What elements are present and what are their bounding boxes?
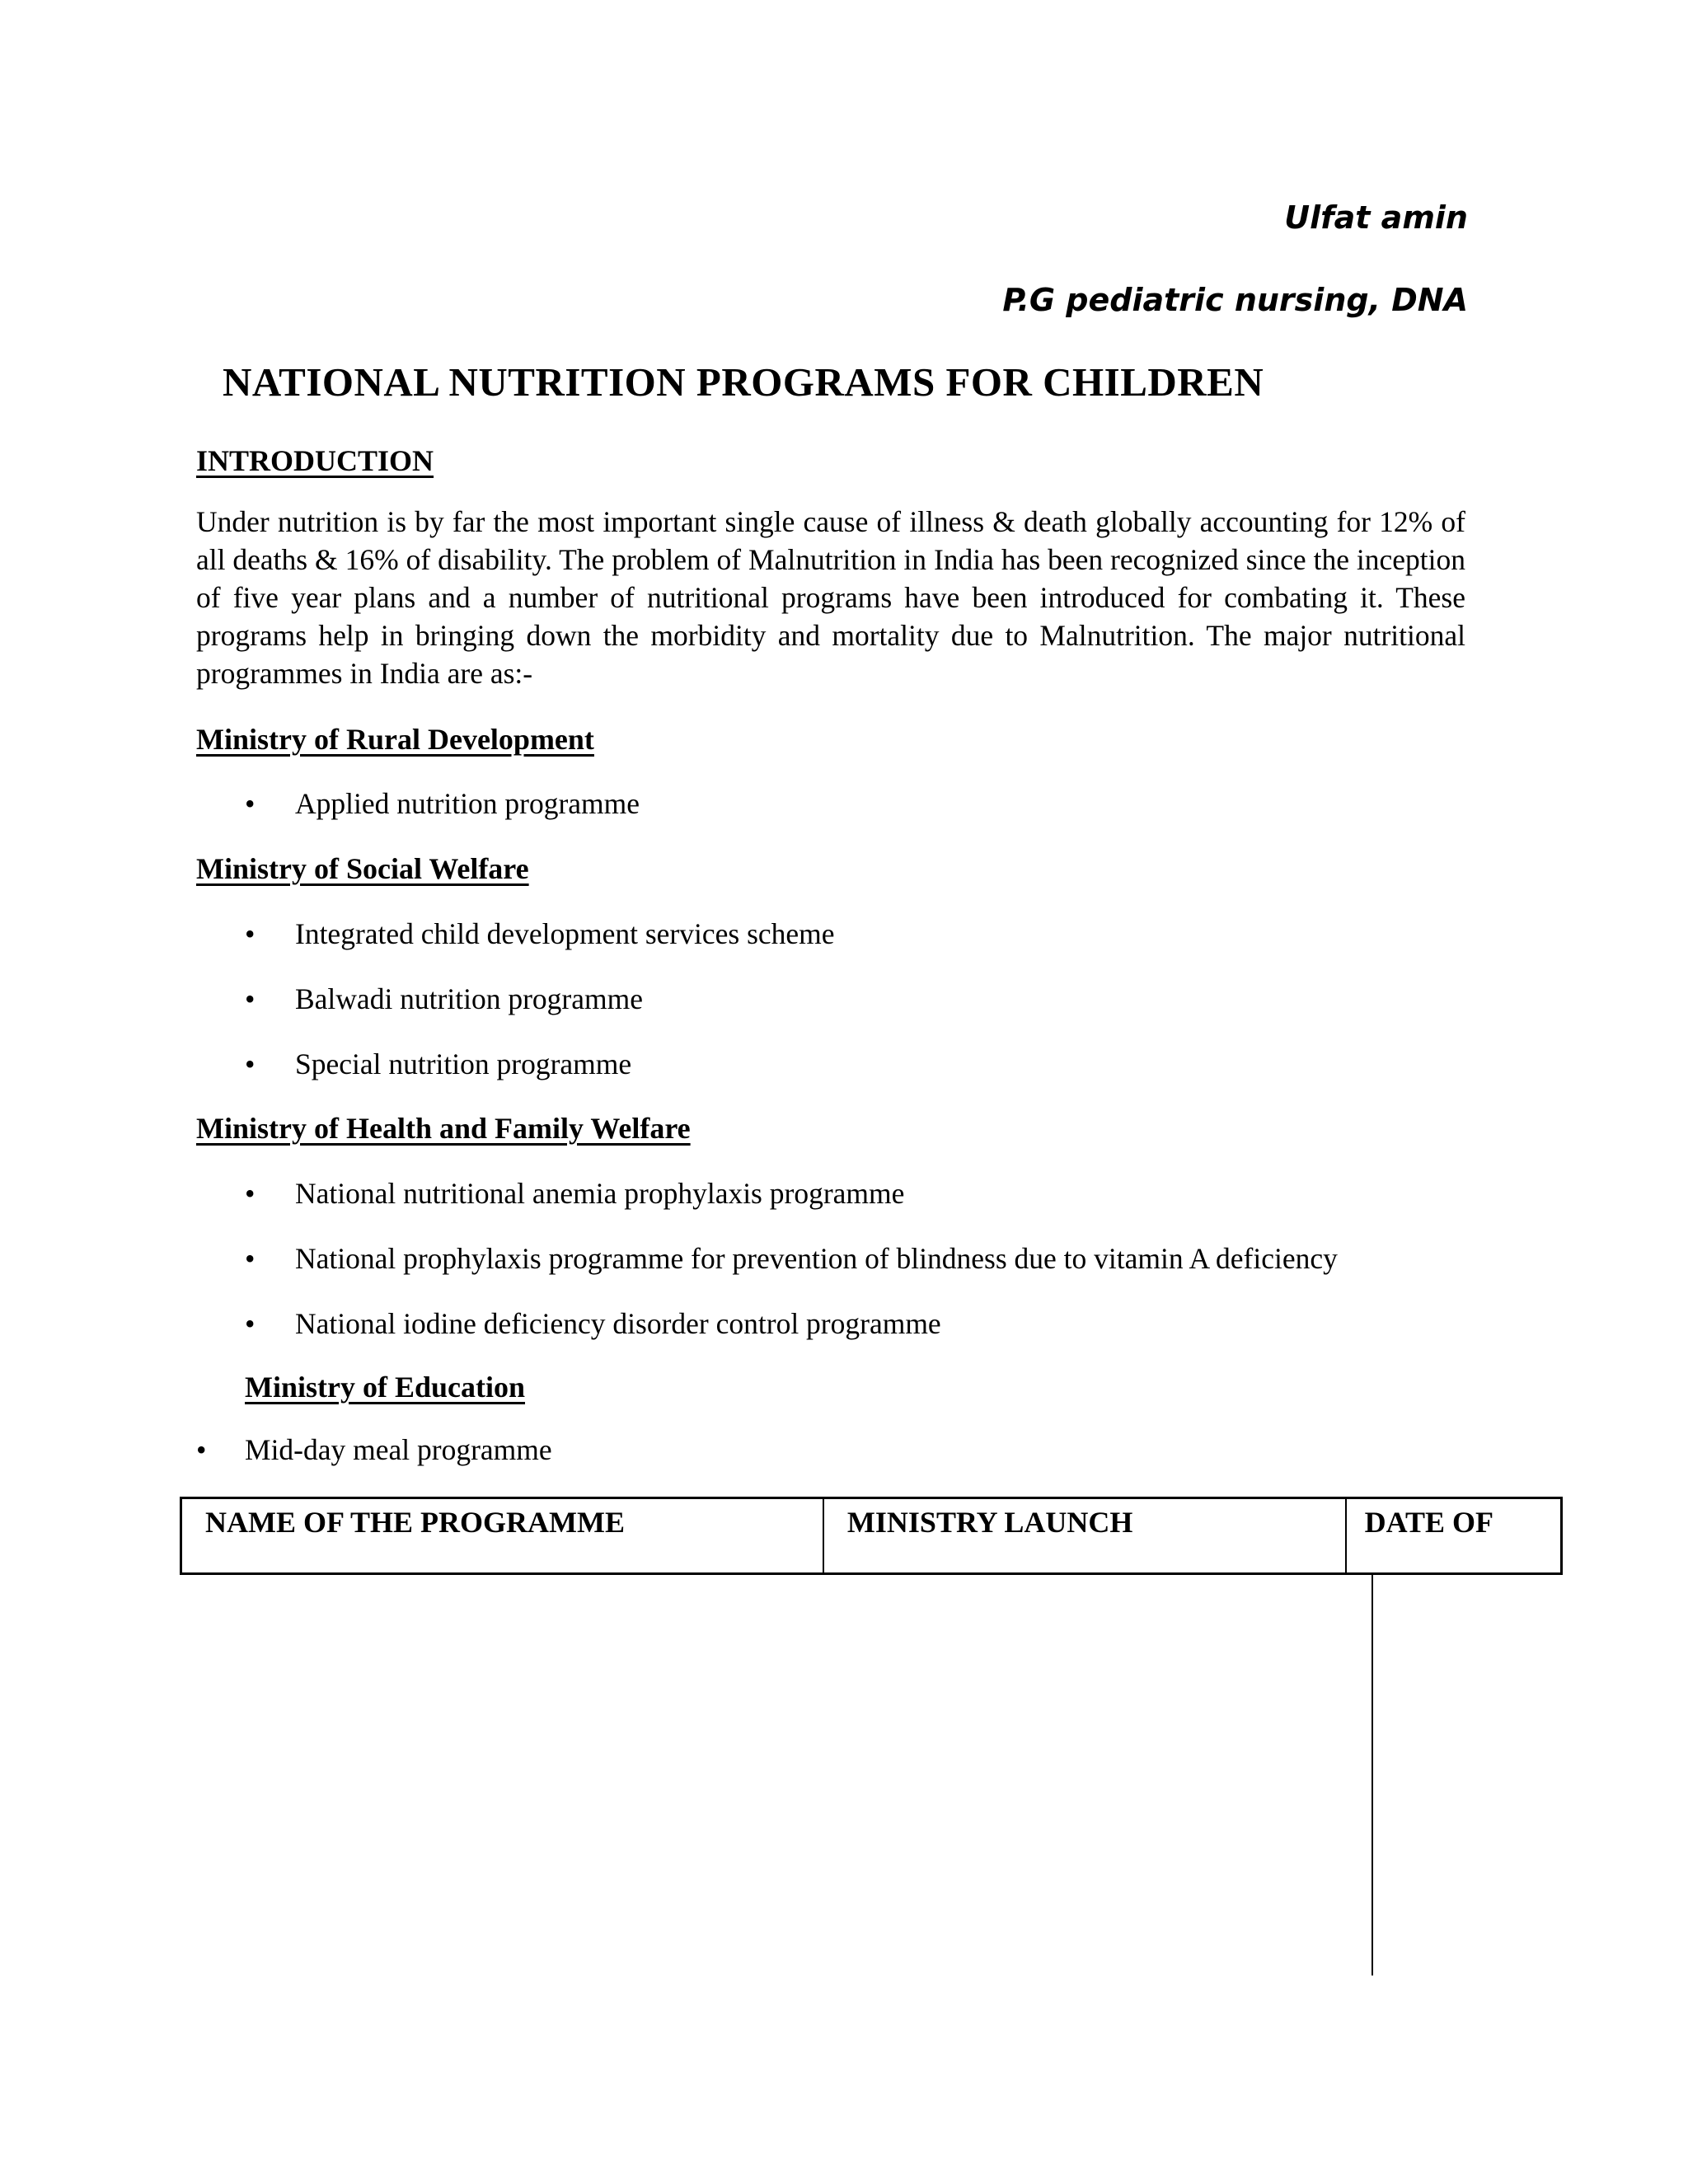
list-item: • Mid-day meal programme bbox=[196, 1432, 552, 1467]
table-column-divider bbox=[1372, 1575, 1373, 1975]
list-item: • National iodine deficiency disorder control programme bbox=[198, 1305, 1338, 1370]
ministry-heading-rural-development: Ministry of Rural Development bbox=[196, 723, 594, 756]
list-item: • Integrated child development services scheme bbox=[198, 915, 835, 980]
ministry-heading-education: Ministry of Education bbox=[245, 1371, 526, 1404]
author-name: Ulfat amin bbox=[1284, 199, 1468, 236]
list-item: • National prophylaxis programme for prevention of blindness due to vitamin A deficiency bbox=[198, 1240, 1338, 1305]
introduction-body: Under nutrition is by far the most important single cause of illness & death globally accounting for 12% of all deaths & 16% of disability. The problem of Malnutrition in India has been recognized since the inception of five year plans and a number of nutritional programs have been introduced for combating it. These programs help in bringing down the morbidity and mortality due to Malnutrition. The major nutritional programmes in India are as:- bbox=[196, 505, 1465, 690]
rural-development-list bbox=[198, 785, 640, 850]
ministry-heading-health-family-welfare: Ministry of Health and Family Welfare bbox=[196, 1112, 691, 1145]
list-item: • Balwadi nutrition programme bbox=[198, 980, 835, 1045]
column-header-programme-name: NAME OF THE PROGRAMME bbox=[181, 1498, 823, 1574]
health-family-welfare-list bbox=[198, 1174, 1338, 1370]
list-item: • National nutritional anemia prophylaxis programme bbox=[198, 1174, 1338, 1240]
list-item: • Special nutrition programme bbox=[198, 1045, 835, 1110]
column-header-date-of: DATE OF bbox=[1364, 1506, 1493, 1539]
ministry-heading-social-welfare: Ministry of Social Welfare bbox=[196, 852, 529, 885]
programme-table bbox=[180, 1497, 1563, 1575]
social-welfare-list bbox=[198, 915, 835, 1110]
list-item: • Applied nutrition programme bbox=[198, 785, 640, 850]
author-affiliation: P.G pediatric nursing, DNA bbox=[1002, 282, 1468, 318]
column-header-ministry-launch: MINISTRY LAUNCH bbox=[823, 1498, 1346, 1574]
table-header-row bbox=[181, 1498, 1562, 1574]
page-title: NATIONAL NUTRITION PROGRAMS FOR CHILDREN bbox=[223, 359, 1264, 405]
introduction-heading: INTRODUCTION bbox=[196, 444, 434, 477]
